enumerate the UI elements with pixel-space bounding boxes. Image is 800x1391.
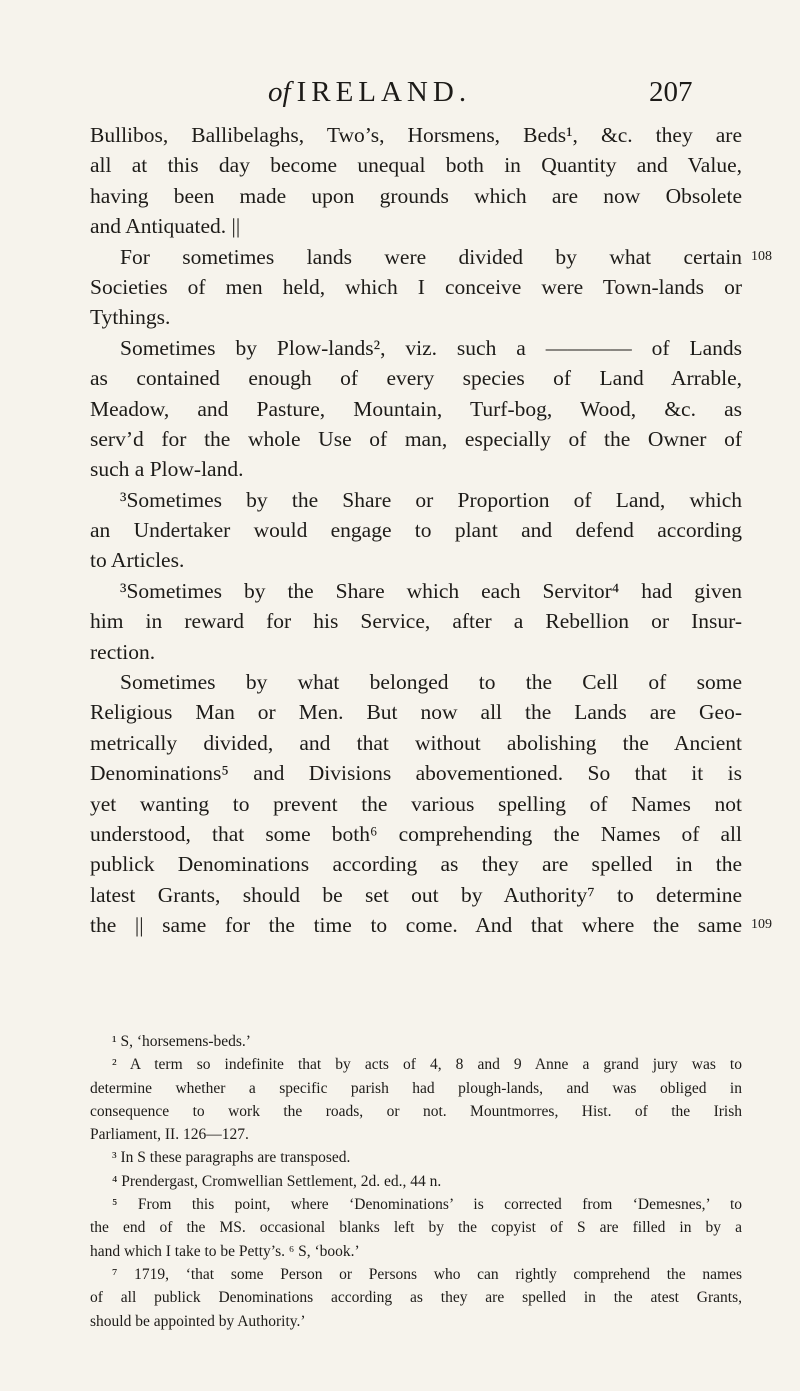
body-line-text: Denominations⁵ and Divisions abovementioned. So that it is — [90, 761, 742, 786]
body-line — [90, 545, 742, 575]
footnote-line-text: Parliament, II. 126—127. — [90, 1126, 249, 1144]
body-line-text: ³Sometimes by the Share which each Servitor⁴ had given — [120, 578, 742, 603]
body-line-text: an Undertaker would engage to plant and defend according — [90, 518, 742, 543]
running-title-of: of — [268, 76, 291, 108]
body-line — [90, 758, 742, 788]
body-line — [90, 150, 742, 180]
footnote-line-text: the end of the MS. occasional blanks left by the copyist of S are filled in by a — [90, 1219, 742, 1237]
running-title — [268, 76, 471, 109]
footnote-line — [90, 1263, 742, 1286]
body-line-text: Tythings. — [90, 305, 171, 330]
body-line — [90, 120, 742, 150]
body-line — [90, 181, 742, 211]
footnote-line — [90, 1053, 742, 1076]
body-line — [90, 302, 742, 332]
body-line — [90, 333, 742, 363]
footnote-line-text: ⁵ From this point, where ‘Denominations’ is corrected from ‘Demesnes,’ to — [112, 1196, 742, 1214]
footnote-line — [90, 1146, 742, 1169]
footnote-line-text: ⁴ Prendergast, Cromwellian Settlement, 2d. ed., 44 n. — [112, 1172, 442, 1190]
body-line — [90, 728, 742, 758]
footnote-line-text: of all publick Denominations according as they are spelled in the atest Grants, — [90, 1289, 742, 1307]
footnote-line-text: ³ In S these paragraphs are transposed. — [112, 1149, 351, 1167]
body-text — [90, 120, 772, 941]
running-header — [0, 76, 800, 116]
footnote-line-text: ¹ S, ‘horsemens-beds.’ — [112, 1033, 251, 1050]
footnote-line — [90, 1310, 742, 1333]
body-line — [90, 485, 742, 515]
footnote-line — [90, 1123, 742, 1146]
footnote-line — [90, 1216, 742, 1239]
footnote-line — [90, 1030, 742, 1053]
footnote-line — [90, 1077, 742, 1100]
body-line-text: Bullibos, Ballibelaghs, Two’s, Horsmens, Beds¹, &c. they are — [90, 123, 742, 147]
body-line-text: yet wanting to prevent the various spelling of Names not — [90, 791, 742, 816]
footnote-line-text: ⁷ 1719, ‘that some Person or Persons who can rightly comprehend the names — [112, 1265, 742, 1283]
body-line — [90, 789, 742, 819]
body-line — [90, 880, 742, 910]
footnote-line-text: should be appointed by Authority.’ — [90, 1312, 306, 1330]
body-line — [90, 819, 742, 849]
body-line — [90, 454, 742, 484]
body-line-text: Sometimes by Plow-lands², viz. such a ———— of Lands — [120, 335, 742, 360]
body-line — [90, 515, 742, 545]
footnote-line — [90, 1286, 742, 1309]
body-line-text: having been made upon grounds which are now Obsolete — [90, 183, 742, 208]
body-line-text: Meadow, and Pasture, Mountain, Turf-bog, Wood, &c. as — [90, 396, 742, 421]
body-line — [90, 363, 742, 393]
body-line-text: all at this day become unequal both in Quantity and Value, — [90, 153, 742, 178]
footnotes — [90, 1030, 742, 1333]
body-line — [90, 394, 742, 424]
footnote-line-text: ² A term so indefinite that by acts of 4, 8 and 9 Anne a grand jury was to — [112, 1056, 742, 1074]
body-line-text: ³Sometimes by the Share or Proportion of Land, which — [120, 487, 742, 512]
body-line-text: serv’d for the whole Use of man, especially of the Owner of — [90, 426, 742, 451]
page-number: 207 — [649, 76, 693, 108]
footnote-line-text: consequence to work the roads, or not. Mountmorres, Hist. of the Irish — [90, 1102, 742, 1120]
body-line — [90, 606, 742, 636]
footnote-line — [90, 1240, 742, 1263]
body-line-text: such a Plow-land. — [90, 457, 244, 482]
body-line-text: the || same for the time to come. And that where the same — [90, 913, 742, 938]
body-line-text: him in reward for his Service, after a Rebellion or Insur- — [90, 609, 742, 634]
body-line — [90, 697, 742, 727]
footnote-line — [90, 1100, 742, 1123]
running-title-text: IRELAND. — [296, 76, 472, 108]
margin-number: 108 — [751, 248, 772, 264]
body-line — [90, 211, 742, 241]
body-line-text: Societies of men held, which I conceive were Town-lands or — [90, 274, 742, 299]
body-line — [90, 242, 772, 272]
body-line — [90, 576, 742, 606]
body-line-text: For sometimes lands were divided by what certain — [120, 244, 742, 269]
body-line-text: rection. — [90, 639, 156, 664]
body-line — [90, 637, 742, 667]
body-line — [90, 272, 742, 302]
footnote-line — [90, 1170, 742, 1193]
body-line — [90, 424, 742, 454]
body-line-text: publick Denominations according as they are spelled in the — [90, 852, 742, 877]
body-line — [90, 667, 742, 697]
footnote-line-text: hand which I take to be Petty’s. ⁶ S, ‘book.’ — [90, 1242, 360, 1260]
body-line-text: understood, that some both⁶ comprehending the Names of all — [90, 821, 742, 846]
body-line-text: as contained enough of every species of Land Arrable, — [90, 366, 742, 391]
body-line — [90, 849, 742, 879]
body-line — [90, 910, 772, 940]
body-line-text: Religious Man or Men. But now all the Lands are Geo- — [90, 700, 742, 725]
body-line-text: Sometimes by what belonged to the Cell of some — [120, 670, 742, 695]
body-line-text: and Antiquated. || — [90, 214, 241, 239]
body-line-text: latest Grants, should be set out by Authority⁷ to determine — [90, 882, 742, 907]
body-line-text: to Articles. — [90, 548, 185, 573]
body-line-text: metrically divided, and that without abolishing the Ancient — [90, 730, 742, 755]
margin-number: 109 — [751, 917, 772, 933]
footnote-line-text: determine whether a specific parish had plough-lands, and was obliged in — [90, 1079, 742, 1097]
footnote-line — [90, 1193, 742, 1216]
